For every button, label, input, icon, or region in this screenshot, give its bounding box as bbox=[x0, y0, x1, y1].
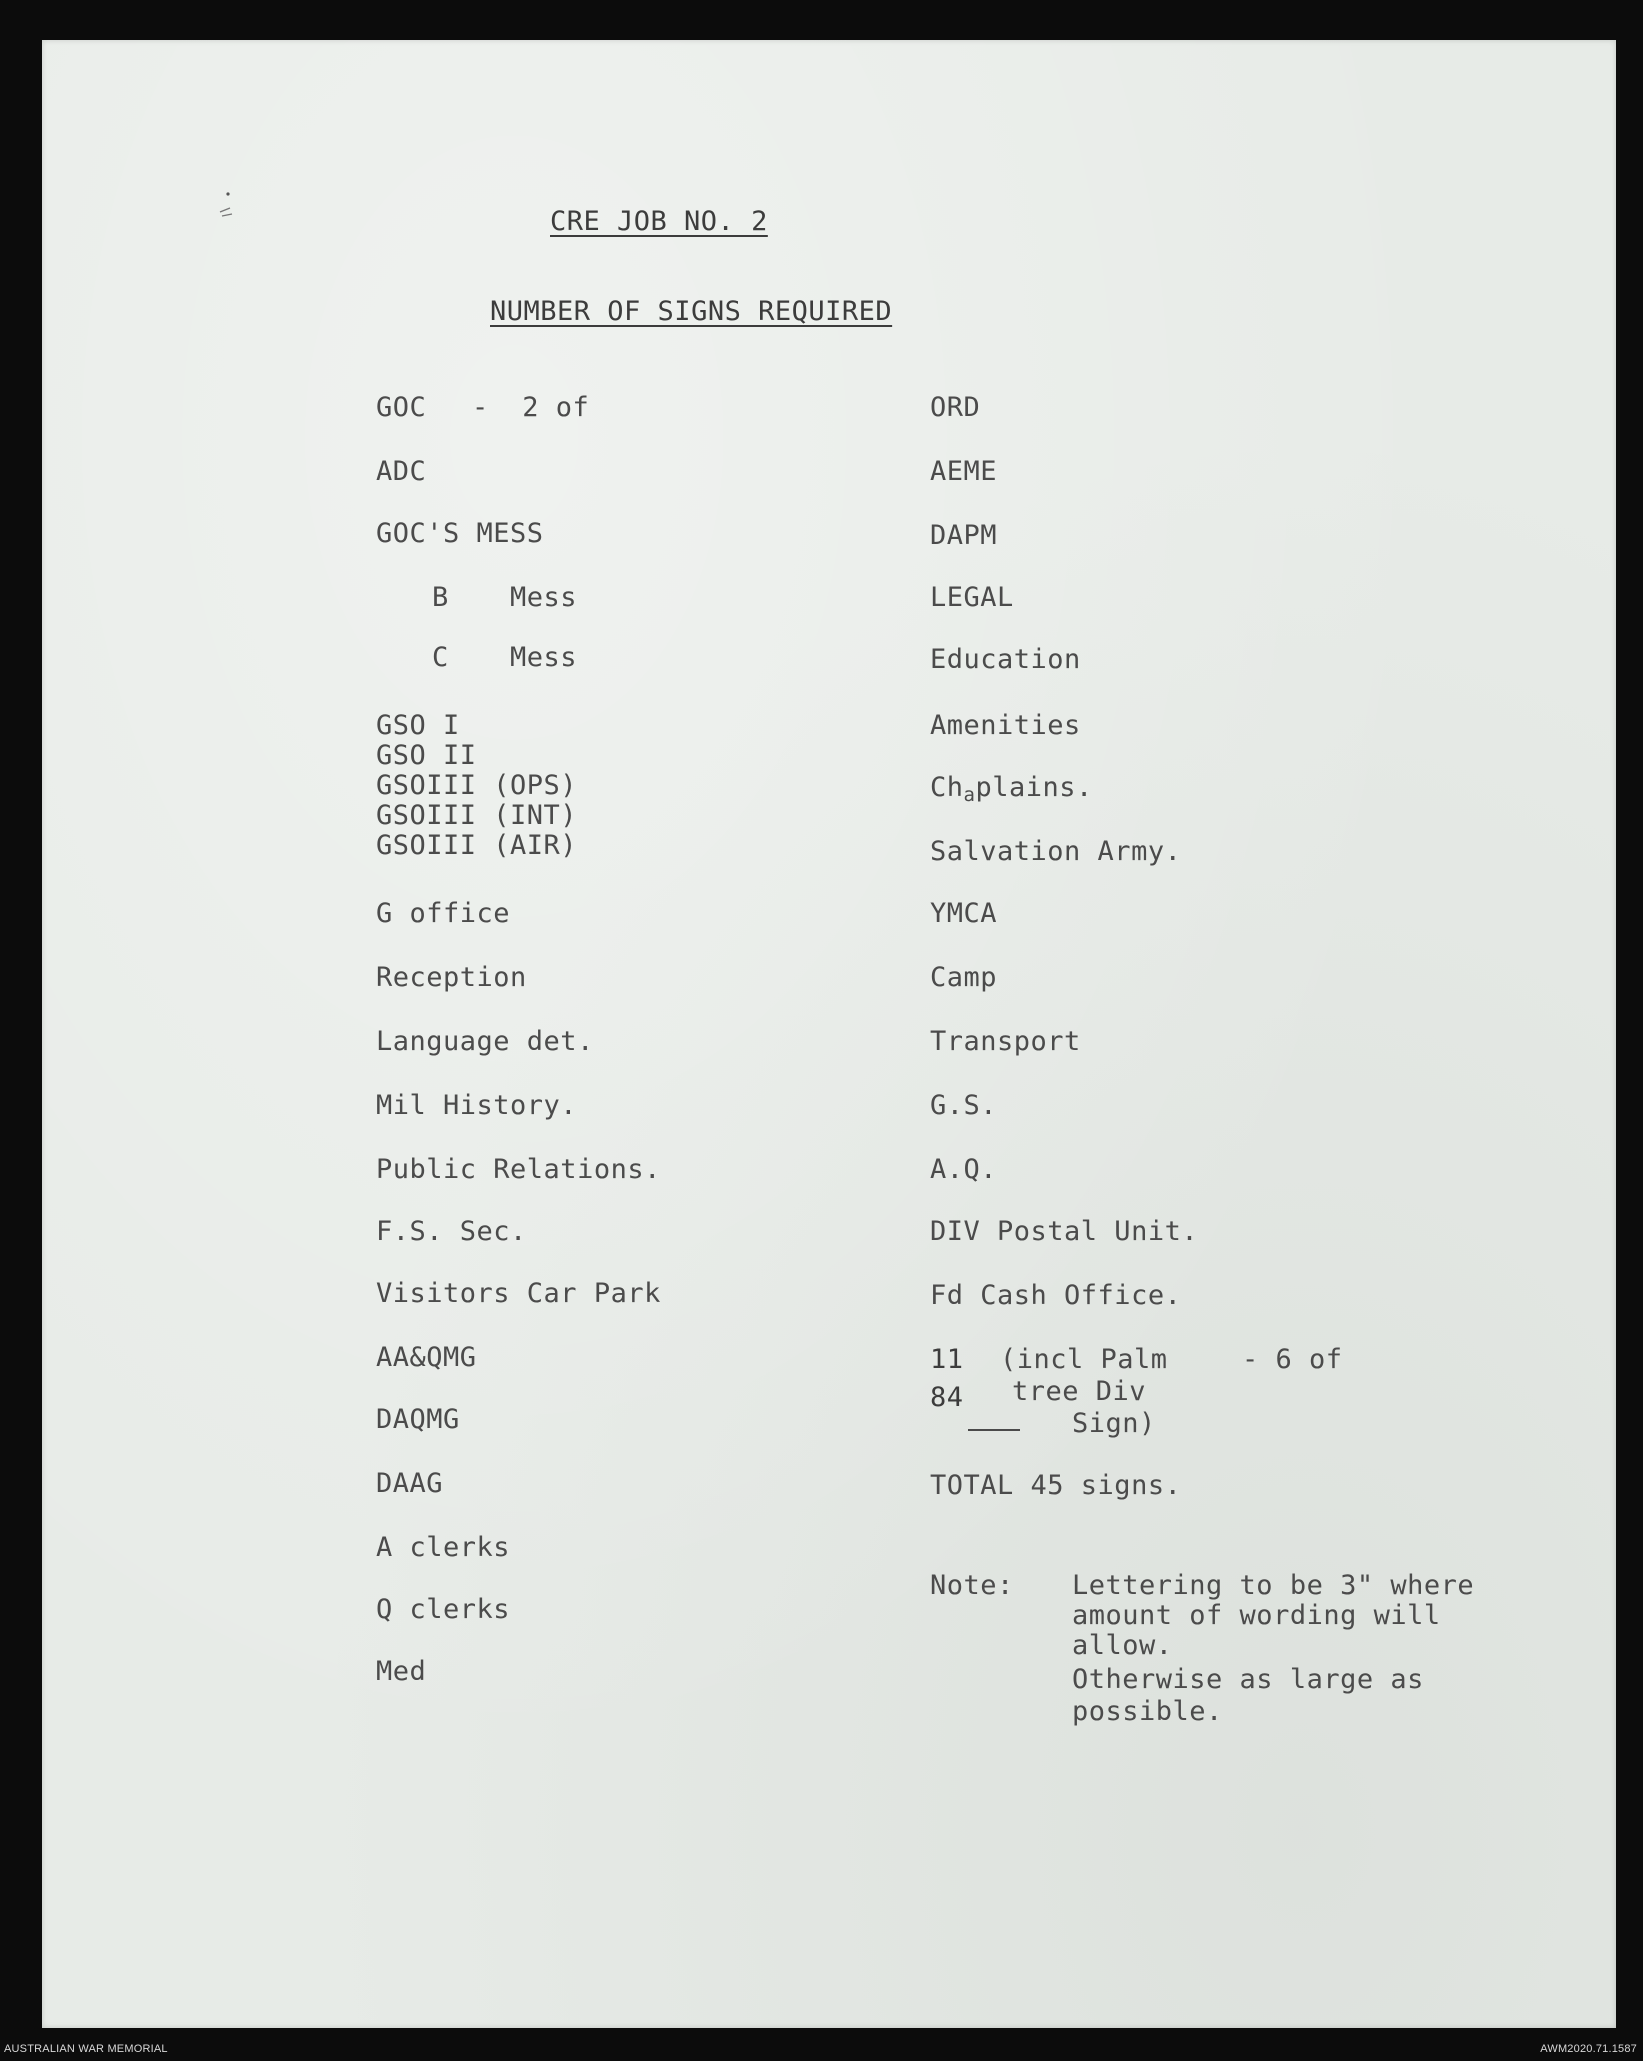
list-item: Reception bbox=[376, 962, 527, 993]
list-item: Mess bbox=[510, 582, 578, 613]
list-item: Camp bbox=[930, 962, 998, 993]
list-item: GOC bbox=[376, 392, 427, 423]
list-item: Public Relations. bbox=[376, 1154, 661, 1185]
subtotal-bottom: 84 bbox=[930, 1382, 964, 1413]
list-item: Mil History. bbox=[376, 1090, 578, 1121]
note-text: Otherwise as large as bbox=[1072, 1664, 1424, 1695]
note-label: Note: bbox=[930, 1570, 1014, 1601]
total-line: TOTAL 45 signs. bbox=[930, 1470, 1182, 1501]
list-item: F.S. Sec. bbox=[376, 1216, 527, 1247]
list-item: DAPM bbox=[930, 520, 998, 551]
list-item: YMCA bbox=[930, 898, 998, 929]
document-subtitle: NUMBER OF SIGNS REQUIRED bbox=[490, 296, 893, 327]
chaplains-part: plains. bbox=[975, 772, 1093, 803]
list-item: GOC'S MESS bbox=[376, 518, 544, 549]
list-item: Amenities bbox=[930, 710, 1081, 741]
list-item: G office bbox=[376, 898, 511, 929]
list-item: Fd Cash Office. bbox=[930, 1280, 1182, 1311]
footer-archive-name: AUSTRALIAN WAR MEMORIAL bbox=[4, 2043, 168, 2055]
note-text: Lettering to be 3" where bbox=[1072, 1570, 1475, 1601]
list-item: A.Q. bbox=[930, 1154, 998, 1185]
list-item: ADC bbox=[376, 456, 427, 487]
list-item: Mess bbox=[510, 642, 578, 673]
list-item: AA&QMG bbox=[376, 1342, 477, 1373]
list-item: GSO I bbox=[376, 710, 460, 741]
note-text: possible. bbox=[1072, 1696, 1223, 1727]
chaplains-subscript: a bbox=[963, 784, 976, 806]
six-of-count: - 6 of bbox=[1242, 1344, 1343, 1375]
note-text: amount of wording will bbox=[1072, 1600, 1441, 1631]
subtotal-note: Sign) bbox=[1072, 1408, 1156, 1439]
list-item: GSOIII (AIR) bbox=[376, 830, 578, 861]
list-item bbox=[930, 772, 1093, 811]
typed-sheet bbox=[42, 40, 1616, 2028]
list-item: G.S. bbox=[930, 1090, 998, 1121]
ink-speck-marks bbox=[212, 190, 242, 230]
list-item: A clerks bbox=[376, 1532, 511, 1563]
footer-accession-number: AWM2020.71.1587 bbox=[1540, 2043, 1637, 2055]
list-item: GSOIII (INT) bbox=[376, 800, 578, 831]
list-item: C bbox=[432, 642, 449, 673]
list-item: Visitors Car Park bbox=[376, 1278, 661, 1309]
list-item: DAQMG bbox=[376, 1404, 460, 1435]
document-title: CRE JOB NO. 2 bbox=[550, 206, 768, 237]
list-item: Med bbox=[376, 1656, 427, 1687]
subtotal-note: (incl Palm bbox=[1000, 1344, 1168, 1375]
list-item: Q clerks bbox=[376, 1594, 511, 1625]
list-item: DAAG bbox=[376, 1468, 444, 1499]
chaplains-part: Ch bbox=[930, 772, 964, 803]
list-item: LEGAL bbox=[930, 582, 1014, 613]
list-item: - 2 of bbox=[472, 392, 590, 423]
list-item: Salvation Army. bbox=[930, 836, 1182, 867]
list-item: GSOIII (OPS) bbox=[376, 770, 578, 801]
subtotal-note: tree Div bbox=[1012, 1376, 1147, 1407]
list-item: DIV Postal Unit. bbox=[930, 1216, 1199, 1247]
list-item: AEME bbox=[930, 456, 998, 487]
subtotal-top: 11 bbox=[930, 1344, 964, 1375]
subtotal-rule bbox=[968, 1429, 1020, 1431]
note-text: allow. bbox=[1072, 1630, 1173, 1661]
list-item: B bbox=[432, 582, 449, 613]
list-item: Transport bbox=[930, 1026, 1081, 1057]
list-item: GSO II bbox=[376, 740, 477, 771]
list-item: ORD bbox=[930, 392, 981, 423]
list-item: Language det. bbox=[376, 1026, 594, 1057]
list-item: Education bbox=[930, 644, 1081, 675]
